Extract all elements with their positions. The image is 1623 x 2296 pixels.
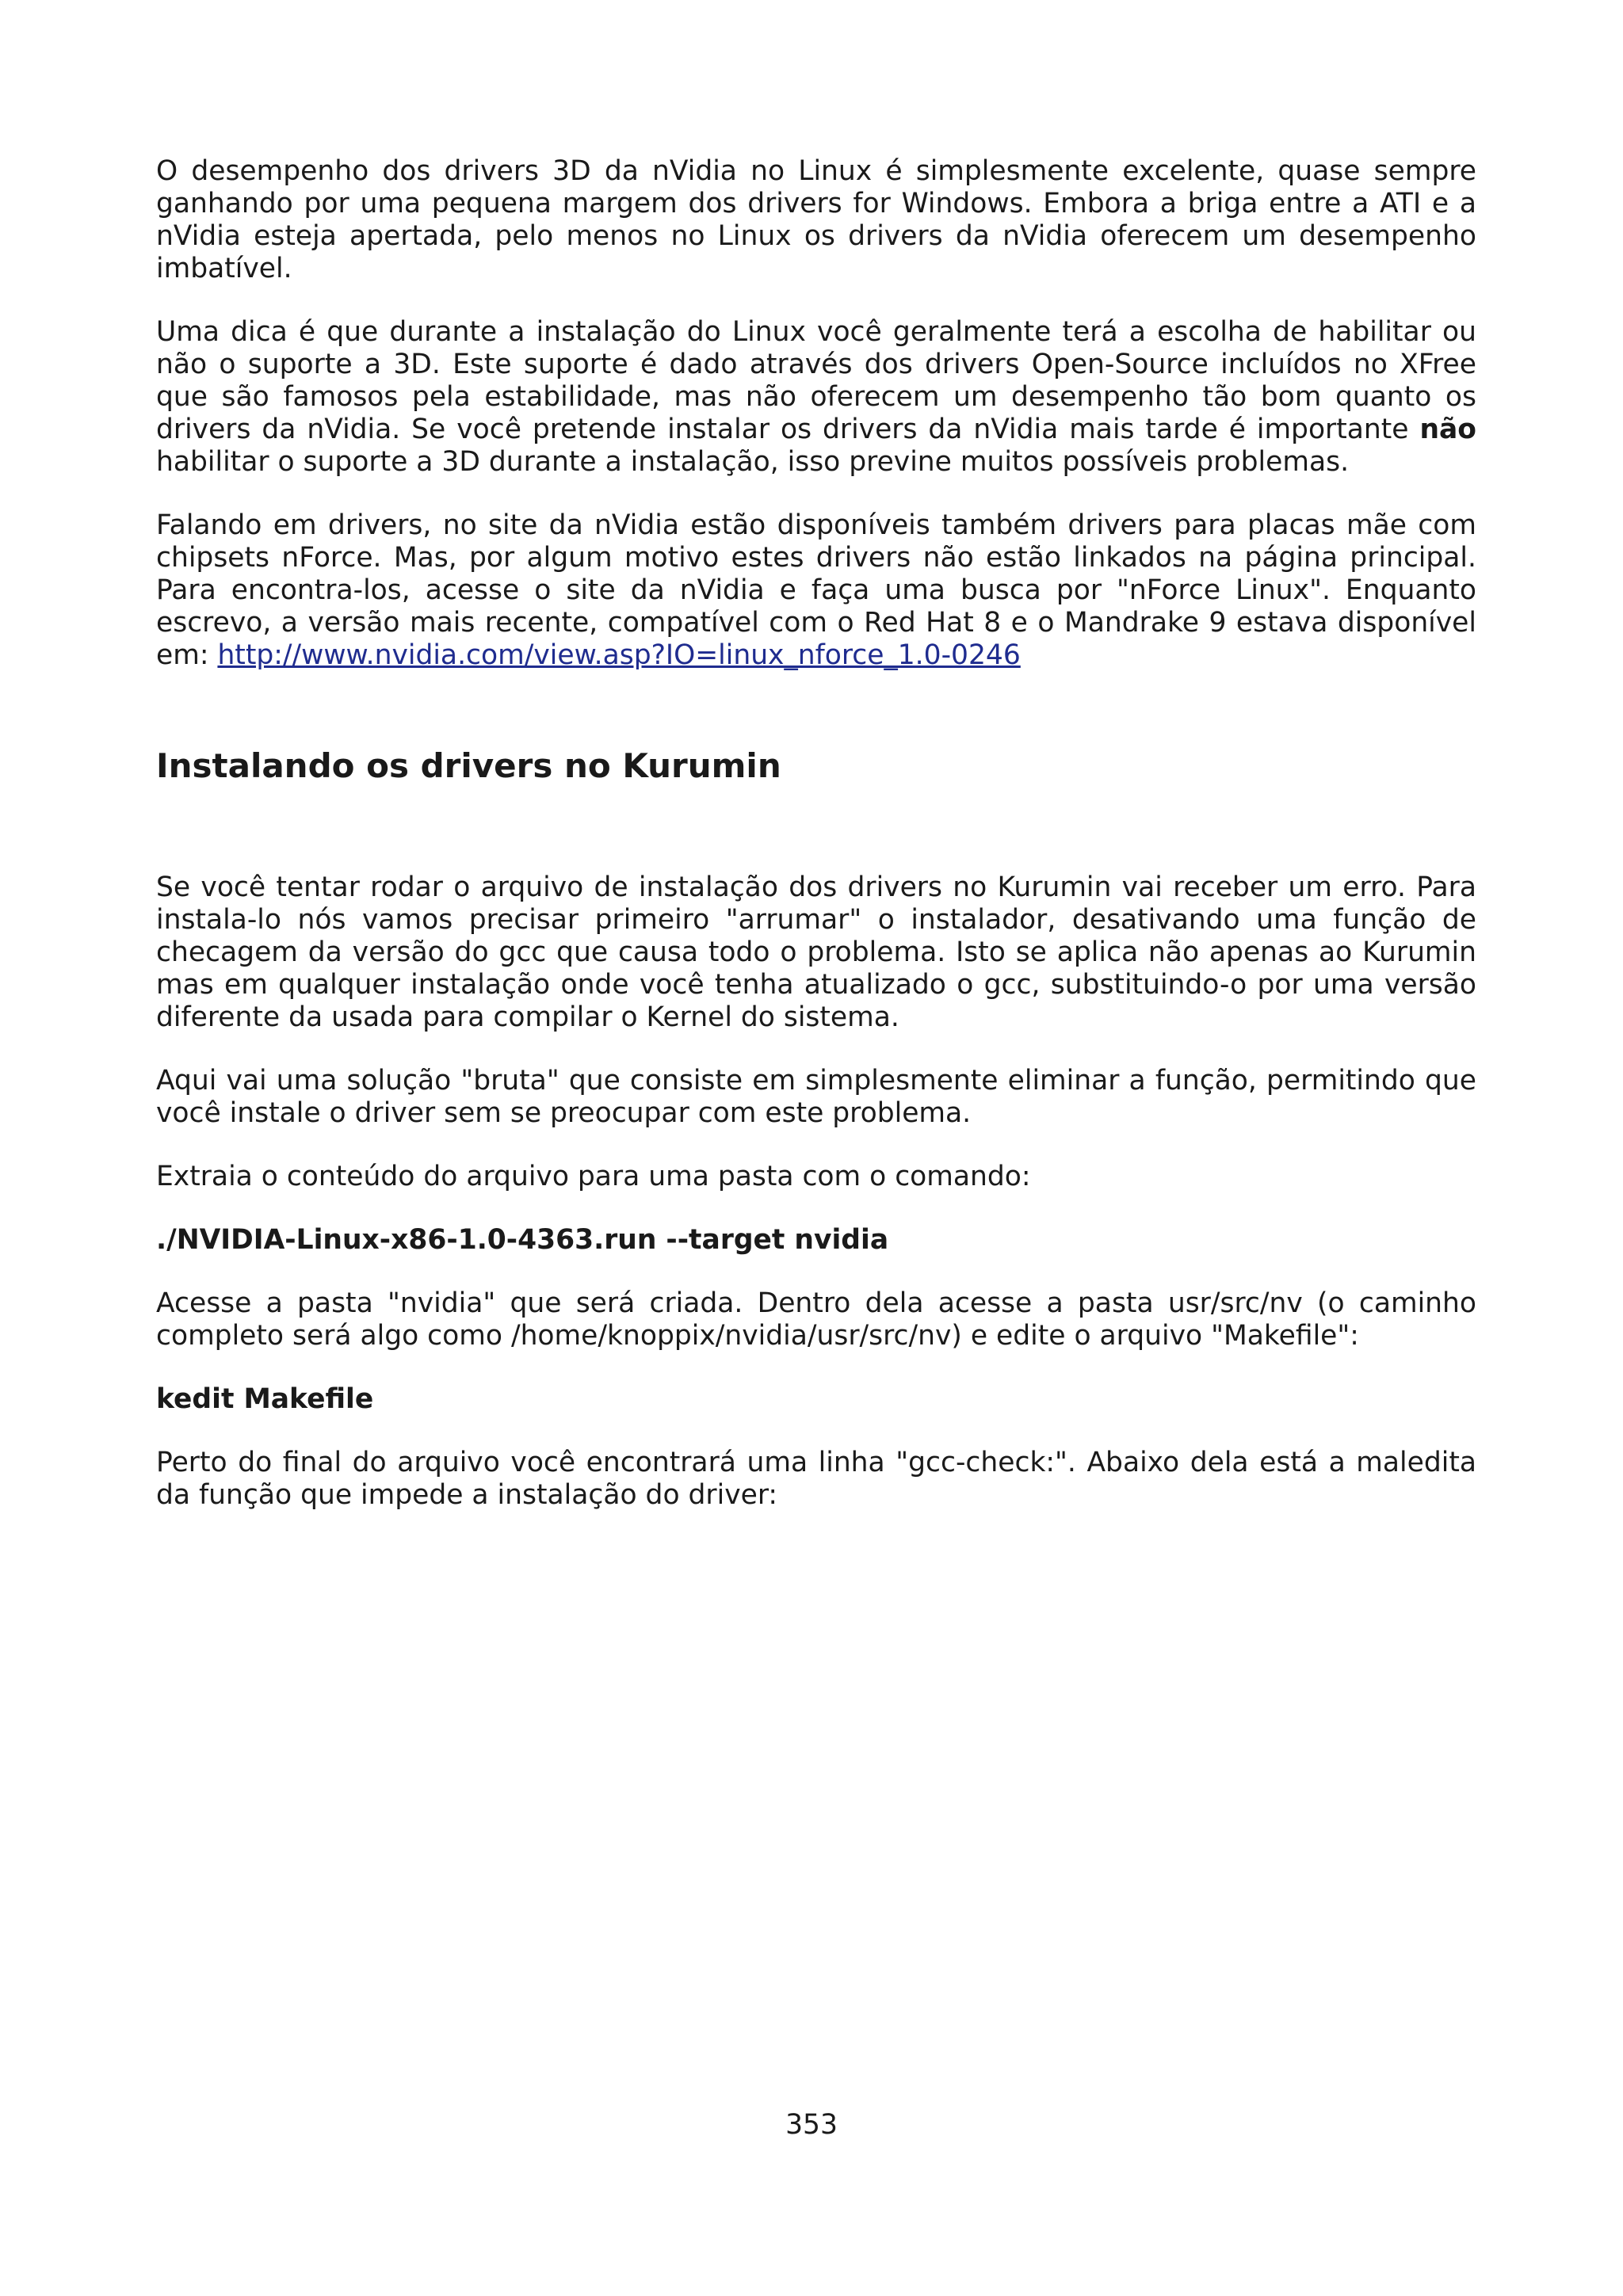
document-page: [156, 155, 1476, 1543]
nforce-driver-link[interactable]: http://www.nvidia.com/view.asp?IO=linux_nforce_1.0-0246: [217, 639, 1021, 671]
paragraph-3d-support-tip: [156, 316, 1476, 479]
tip-text-end: habilitar o suporte a 3D durante a instalação, isso previne muitos possíveis problemas.: [156, 446, 1350, 478]
command-kedit: kedit Makefile: [156, 1383, 374, 1415]
paragraph-nvidia-performance: O desempenho dos drivers 3D da nVidia no Linux é simplesmente excelente, quase sempre ganhando por uma pequena margem dos drivers for Windows. Embora a briga entre a ATI e a nVidia esteja apertada, pelo menos no Linux os drivers da nVidia oferecem um desempenho imbatível.: [156, 155, 1476, 284]
paragraph-brute-solution: Aqui vai uma solução "bruta" que consiste em simplesmente eliminar a função, permitindo que você instale o driver sem se preocupar com este problema.: [156, 1065, 1476, 1129]
paragraph-edit-makefile: Acesse a pasta "nvidia" que será criada. Dentro dela acesse a pasta usr/src/nv (o caminho completo será algo como /home/knoppix/nvidia/usr/src/nv) e edite o arquivo "Makefile":: [156, 1287, 1476, 1352]
emphasis-nao: não: [1419, 414, 1476, 445]
tip-text-start: Uma dica é que durante a instalação do Linux você geralmente terá a escolha de habilitar ou não o suporte a 3D. Este suporte é dado através dos drivers Open-Source incluídos no XFree que são famosos pela estabilidade, mas não oferecem um desempenho tão bom quanto os drivers da nVidia. Se você pretende instalar os drivers da nVidia mais tarde é importante: [156, 316, 1476, 445]
page-number: 353: [785, 2109, 838, 2141]
paragraph-gcc-check: Perto do final do arquivo você encontrará uma linha "gcc-check:". Abaixo dela está a maledita da função que impede a instalação do driver:: [156, 1447, 1476, 1511]
paragraph-install-error: Se você tentar rodar o arquivo de instalação dos drivers no Kurumin vai receber um erro. Para instala-lo nós vamos precisar primeiro "arrumar" o instalador, desativando uma função de checagem da versão do gcc que causa todo o problema. Isto se aplica não apenas ao Kurumin mas em qualquer instalação onde você tenha atualizado o gcc, substituindo-o por uma versão diferente da usada para compilar o Kernel do sistema.: [156, 871, 1476, 1033]
paragraph-extract-instruction: Extraia o conteúdo do arquivo para uma pasta com o comando:: [156, 1161, 1031, 1192]
command-extract: ./NVIDIA-Linux-x86-1.0-4363.run --target nvidia: [156, 1224, 889, 1256]
section-heading: Instalando os drivers no Kurumin: [156, 746, 781, 785]
nforce-text: Falando em drivers, no site da nVidia estão disponíveis também drivers para placas mãe com chipsets nForce. Mas, por algum motivo estes drivers não estão linkados na página principal. Para encontra-los, acesse o site da nVidia e faça uma busca por "nForce Linux". Enquanto escrevo, a versão mais recente, compatível com o Red Hat 8 e o Mandrake 9 estava disponível em:: [156, 509, 1476, 671]
paragraph-nforce-drivers: [156, 509, 1476, 672]
